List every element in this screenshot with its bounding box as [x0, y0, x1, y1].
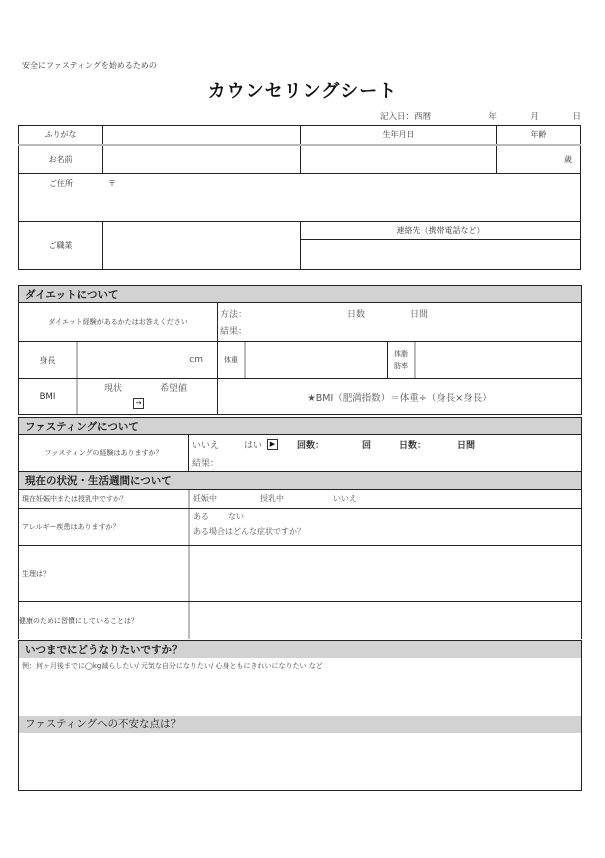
- bmi-label: BMI: [39, 391, 56, 402]
- fasting-yes-option[interactable]: はい: [244, 441, 263, 451]
- current-status-section: [18, 472, 582, 639]
- entry-date: [380, 110, 581, 122]
- date-label: 記入日：西暦: [380, 112, 432, 122]
- pregnancy-field[interactable]: [190, 490, 581, 508]
- contact-field[interactable]: [301, 240, 581, 270]
- height-label: 身長: [39, 355, 56, 365]
- diet-section: [18, 285, 582, 415]
- current-status-heading: 現在の状況・生活週間について: [19, 472, 581, 490]
- diet-days-label: 日数: [347, 310, 366, 320]
- contact-label: 連絡先（携帯電話など）: [301, 222, 581, 240]
- body-fat-label: [388, 342, 414, 378]
- diet-experience-row: [19, 303, 581, 342]
- date-day-field[interactable]: 日: [572, 112, 582, 122]
- diet-experience-label: ダイエット経験があるかたはお答えください: [48, 318, 188, 326]
- address-field[interactable]: [19, 174, 581, 222]
- allergy-yes-option[interactable]: ある: [193, 512, 209, 521]
- fasting-heading: ファスティングについて: [19, 417, 581, 435]
- allergy-row: [19, 509, 581, 546]
- fasting-count-unit: 回: [362, 441, 372, 451]
- allergy-question: アレルギー疾患はありますか？: [22, 523, 120, 531]
- height-unit: cm: [189, 355, 203, 365]
- goals-heading: いつまでにどうなりたいですか？: [19, 640, 581, 658]
- pregnancy-question: 現在妊娠中または授乳中ですか？: [22, 495, 127, 503]
- habits-field[interactable]: [190, 602, 581, 639]
- birthdate-label: 生年月日: [301, 126, 497, 145]
- height-field[interactable]: [78, 342, 217, 378]
- name-label: お名前: [19, 145, 103, 174]
- fasting-experience-label: ファスティングの経験はありますか？: [44, 449, 163, 457]
- concerns-field[interactable]: [19, 733, 581, 790]
- fasting-no-option[interactable]: いいえ: [192, 441, 220, 451]
- period-row: [19, 546, 581, 602]
- weight-field[interactable]: [246, 342, 387, 378]
- postal-mark: 〒: [108, 179, 116, 188]
- address-label: ご住所: [49, 179, 73, 188]
- body-fat-label-line1: 体脂: [394, 350, 408, 358]
- goals-field[interactable]: [19, 658, 581, 716]
- bmi-row: [19, 379, 581, 415]
- goals-example: 例：何ヶ月後までに◯kg減らしたい/ 元気な自分になりたい/ 心身ともにきれいになりたい など: [22, 662, 323, 670]
- nursing-option[interactable]: 授乳中: [260, 494, 284, 503]
- pregnant-option[interactable]: 妊娠中: [193, 494, 217, 503]
- goals-section: [18, 640, 582, 717]
- occupation-label: ご職業: [19, 222, 103, 270]
- age-label: 年齢: [497, 126, 581, 145]
- arrow-right-icon: →: [133, 398, 144, 409]
- bmi-formula: ★BMI（肥満指数）＝体重÷（身長×身長）: [307, 392, 492, 404]
- allergy-followup: ある場合はどんな症状ですか？: [193, 527, 305, 536]
- fasting-experience-row: [19, 435, 581, 472]
- bmi-target-label: 希望値: [160, 384, 188, 394]
- personal-info-table: [18, 125, 581, 270]
- fasting-days-unit: 日間: [457, 441, 476, 451]
- page-title: カウンセリングシート: [207, 81, 398, 102]
- allergy-no-option[interactable]: ない: [228, 512, 244, 521]
- fasting-experience-field[interactable]: [189, 435, 581, 471]
- fasting-days-label: 日数：: [399, 441, 427, 451]
- diet-heading: ダイエットについて: [19, 285, 581, 303]
- diet-result-label: 結果：: [220, 327, 248, 337]
- allergy-field[interactable]: [190, 509, 581, 545]
- play-icon: ▶: [267, 439, 278, 450]
- subtitle: 安全にファスティングを始めるための: [22, 61, 157, 70]
- date-year-field[interactable]: 年: [488, 112, 498, 122]
- furigana-field[interactable]: [103, 126, 301, 145]
- date-month-field[interactable]: 月: [530, 112, 540, 122]
- not-pregnant-option[interactable]: いいえ: [333, 494, 357, 503]
- age-unit: 歳: [564, 154, 572, 164]
- fasting-section: [18, 417, 582, 472]
- weight-label: 体重: [224, 356, 238, 364]
- period-field[interactable]: [190, 546, 581, 601]
- diet-method-label: 方法：: [220, 310, 248, 320]
- furigana-label: ふりがな: [19, 126, 103, 145]
- body-fat-field[interactable]: [416, 342, 581, 378]
- occupation-field[interactable]: [103, 222, 301, 270]
- concerns-heading: ファスティングへの不安な点は？: [19, 716, 581, 733]
- concerns-section: [18, 716, 582, 791]
- name-field[interactable]: [103, 145, 301, 174]
- fasting-count-label: 回数：: [297, 441, 325, 451]
- habits-row: [19, 602, 581, 639]
- period-question: 生理は？: [22, 569, 50, 578]
- age-field[interactable]: [497, 145, 581, 174]
- body-fat-label-line2: 肪率: [394, 362, 408, 370]
- pregnancy-row: [19, 490, 581, 509]
- diet-experience-field[interactable]: [217, 303, 581, 341]
- birthdate-field[interactable]: [301, 145, 497, 174]
- body-measure-row: [19, 342, 581, 379]
- diet-days-unit: 日間: [410, 310, 429, 320]
- fasting-result-label: 結果：: [192, 459, 220, 469]
- bmi-field[interactable]: [78, 379, 217, 414]
- habits-question: 健康のために習慣にしていることは？: [19, 616, 138, 625]
- bmi-current-label: 現状: [104, 384, 123, 394]
